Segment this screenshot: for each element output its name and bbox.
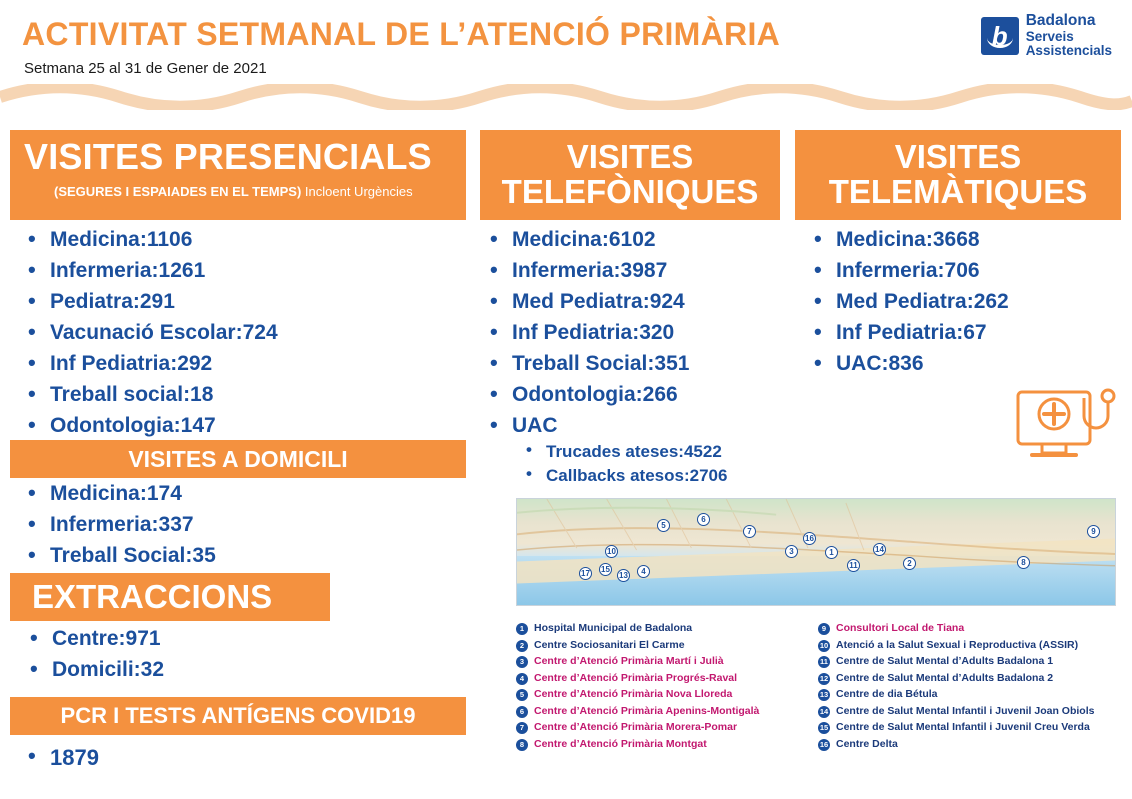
legend-item xyxy=(516,655,818,668)
legend-label: Hospital Municipal de Badalona xyxy=(534,622,693,634)
logo-line-2: Serveis xyxy=(1025,28,1074,44)
telefoniques-list xyxy=(482,228,727,493)
telefoniques-title-line1: VISITES xyxy=(566,138,694,176)
legend-item xyxy=(516,705,818,718)
legend-column-left xyxy=(516,622,818,754)
presencials-list xyxy=(20,228,278,445)
legend-item xyxy=(818,705,1120,718)
list-item: • Infermeria:1261 xyxy=(20,259,278,283)
logo-line-1: Badalona xyxy=(1025,12,1096,29)
map-pin: 6 xyxy=(697,513,710,526)
legend-item xyxy=(818,655,1120,668)
legend-label: Atenció a la Salut Sexual i Reproductiva (ASSIR) xyxy=(836,638,1079,651)
legend-number: 11 xyxy=(818,656,830,668)
wave-divider xyxy=(0,84,1132,110)
map-pin: 4 xyxy=(637,565,650,578)
uac-label: UAC xyxy=(512,414,558,437)
map-image xyxy=(516,498,1116,606)
legend-label: Centre d’Atenció Primària Apenins-Montigalà xyxy=(534,704,760,717)
map-pin: 13 xyxy=(617,569,630,582)
legend-number: 4 xyxy=(516,673,528,685)
presencials-title: VISITES PRESENCIALS xyxy=(24,136,432,177)
legend-number: 14 xyxy=(819,706,829,716)
list-item: • Odontologia:266 xyxy=(482,383,727,407)
legend-number: 7 xyxy=(516,722,528,734)
legend-number: 6 xyxy=(516,706,528,718)
map-legend xyxy=(516,622,1120,754)
legend-label: Centre d’Atenció Primària Morera-Pomar xyxy=(534,721,738,733)
legend-label: Centre d’Atenció Primària Montgat xyxy=(534,737,707,750)
extraccions-list xyxy=(22,627,164,689)
legend-number: 15 xyxy=(819,723,829,733)
legend-item xyxy=(516,672,818,685)
list-item: • Medicina:174 xyxy=(20,482,216,506)
list-item: • Inf Pediatria:292 xyxy=(20,352,278,376)
page-title: ACTIVITAT SETMANAL DE L’ATENCIÓ PRIMÀRIA xyxy=(22,16,781,52)
legend-number: 2 xyxy=(516,640,528,652)
map-pin: 8 xyxy=(1017,556,1030,569)
legend-item xyxy=(516,738,818,751)
list-item: • Vacunació Escolar:724 xyxy=(20,321,278,345)
list-item: • Infermeria:706 xyxy=(806,259,1009,283)
presencials-subtitle xyxy=(54,185,413,199)
legend-number: 1 xyxy=(516,623,528,635)
legend-item xyxy=(516,688,818,701)
legend-label: Centre d’Atenció Primària Progrés-Raval xyxy=(534,671,738,684)
map-pin: 3 xyxy=(785,545,798,558)
legend-item xyxy=(818,639,1120,652)
list-item: • Centre:971 xyxy=(22,627,164,651)
map-pin: 15 xyxy=(599,563,612,576)
legend-label: Centre de dia Bétula xyxy=(836,688,938,700)
logo-letter: b xyxy=(991,20,1008,51)
legend-item xyxy=(516,721,818,734)
week-subtitle: Setmana 25 al 31 de Gener de 2021 xyxy=(24,60,267,77)
legend-number: 9 xyxy=(818,623,830,635)
presencials-subtitle-thin: Incloent Urgències xyxy=(301,183,413,199)
telemedicine-icon xyxy=(1012,388,1116,474)
legend-number: 8 xyxy=(516,739,528,751)
section-header-telematiques xyxy=(795,130,1121,220)
list-item: • Inf Pediatria:67 xyxy=(806,321,1009,345)
sub-list-item: • Callbacks atesos:2706 xyxy=(512,466,727,486)
pcr-list xyxy=(20,745,99,778)
section-header-domicili: VISITES A DOMICILI xyxy=(10,440,466,478)
list-item: • UAC:836 xyxy=(806,352,1009,376)
list-item: • Treball Social:35 xyxy=(20,544,216,568)
telematiques-title-line2: TELEMÀTIQUES xyxy=(828,173,1088,210)
section-header-extraccions: EXTRACCIONS xyxy=(10,573,330,621)
legend-label: Centre d’Atenció Primària Nova Lloreda xyxy=(534,688,733,700)
legend-number: 5 xyxy=(516,689,528,701)
list-item: • Inf Pediatria:320 xyxy=(482,321,727,345)
legend-item xyxy=(818,721,1120,734)
legend-label: Consultori Local de Tiana xyxy=(836,622,965,634)
legend-item xyxy=(818,672,1120,685)
legend-label: Centre d’Atenció Primària Martí i Julià xyxy=(534,655,724,667)
list-item: • Medicina:1106 xyxy=(20,228,278,252)
list-item: • Pediatra:291 xyxy=(20,290,278,314)
list-item: • Odontologia:147 xyxy=(20,414,278,438)
legend-label: Centre de Salut Mental d’Adults Badalona 2 xyxy=(836,671,1054,684)
legend-number: 16 xyxy=(819,739,829,749)
section-header-pcr: PCR I TESTS ANTÍGENS COVID19 xyxy=(10,697,466,735)
logo-mark-icon xyxy=(981,17,1019,55)
map-pin: 16 xyxy=(803,532,816,545)
section-header-presencials xyxy=(10,130,466,220)
legend-number: 3 xyxy=(516,656,528,668)
map-pin: 2 xyxy=(903,557,916,570)
legend-column-right xyxy=(818,622,1120,754)
list-item: • Treball Social:351 xyxy=(482,352,727,376)
telematiques-title-line1: VISITES xyxy=(894,138,1022,176)
telefoniques-title-line2: TELEFÒNIQUES xyxy=(501,173,759,210)
legend-number: 10 xyxy=(819,640,829,650)
presencials-subtitle-bold: (SEGURES I ESPAIADES EN EL TEMPS) xyxy=(54,183,302,199)
map-pin: 17 xyxy=(579,567,592,580)
legend-label: Centre Sociosanitari El Carme xyxy=(534,638,685,651)
map-pin: 1 xyxy=(825,546,838,559)
logo-line-3: Assistencials xyxy=(1025,43,1112,59)
list-item: • Domicili:32 xyxy=(22,658,164,682)
logo-text xyxy=(1026,13,1112,59)
legend-item xyxy=(818,622,1120,635)
header xyxy=(0,0,1132,100)
uac-sublist xyxy=(512,442,727,486)
list-item: • 1879 xyxy=(20,745,99,771)
list-item: • Med Pediatra:924 xyxy=(482,290,727,314)
list-item: • Medicina:6102 xyxy=(482,228,727,252)
legend-label: Centre de Salut Mental d’Adults Badalona 1 xyxy=(836,655,1054,667)
logo xyxy=(981,13,1112,59)
legend-number: 12 xyxy=(819,673,829,683)
legend-number: 13 xyxy=(819,690,829,700)
legend-item xyxy=(818,688,1120,701)
list-item: • Infermeria:3987 xyxy=(482,259,727,283)
map-pin: 14 xyxy=(873,543,886,556)
section-header-telefoniques xyxy=(480,130,780,220)
legend-label: Centre de Salut Mental Infantil i Juvenil Creu Verda xyxy=(836,721,1090,733)
telematiques-list xyxy=(806,228,1009,383)
legend-item xyxy=(516,622,818,635)
list-item-uac xyxy=(482,414,727,486)
domicili-list xyxy=(20,482,216,575)
map-pin: 9 xyxy=(1087,525,1100,538)
list-item: • Med Pediatra:262 xyxy=(806,290,1009,314)
map-pin: 10 xyxy=(605,545,618,558)
legend-label: Centre Delta xyxy=(836,737,898,750)
list-item: • Infermeria:337 xyxy=(20,513,216,537)
sub-list-item: • Trucades ateses:4522 xyxy=(512,442,727,462)
legend-label: Centre de Salut Mental Infantil i Juvenil Joan Obiols xyxy=(836,704,1095,717)
map-pin: 5 xyxy=(657,519,670,532)
legend-item xyxy=(818,738,1120,751)
legend-item xyxy=(516,639,818,652)
list-item: • Medicina:3668 xyxy=(806,228,1009,252)
map-pin: 11 xyxy=(847,559,860,572)
list-item: • Treball social:18 xyxy=(20,383,278,407)
map-pin: 7 xyxy=(743,525,756,538)
